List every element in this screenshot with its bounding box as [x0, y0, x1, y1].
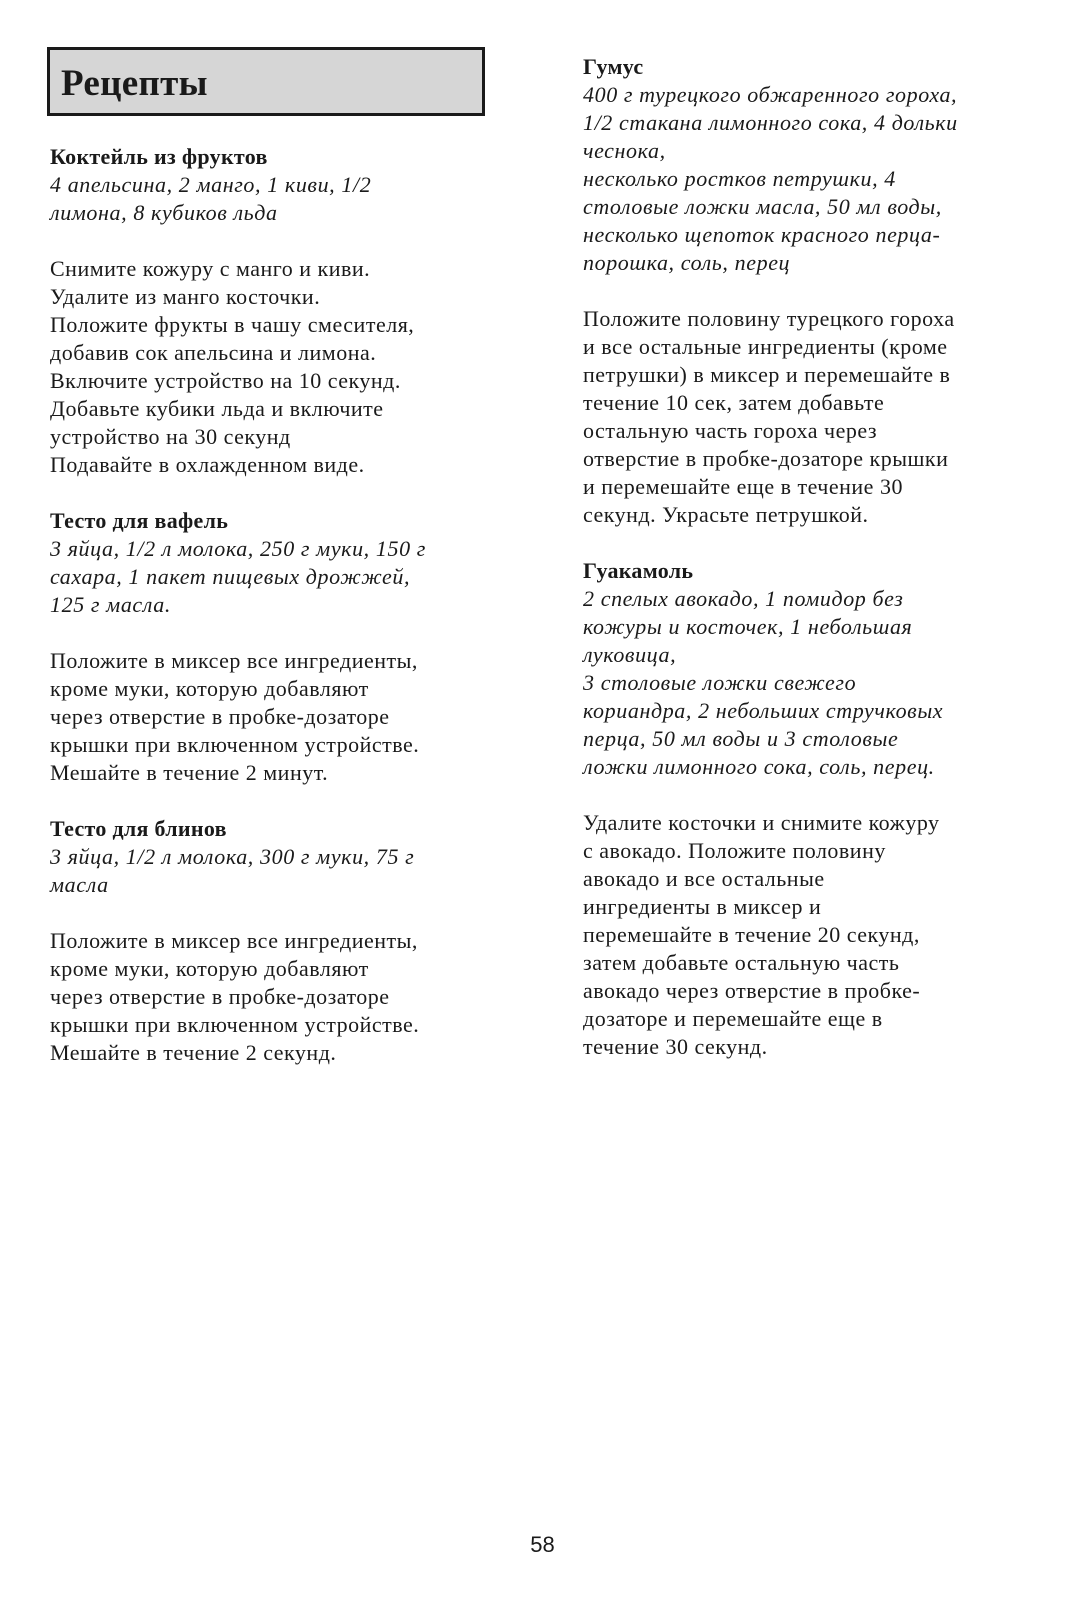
recipe-pancake-dough: [50, 815, 510, 1067]
recipe-guacamole: [583, 557, 1043, 1061]
recipe-method: Удалите косточки и снимите кожуру с авокадо. Положите половину авокадо и все остальные ингредиенты в миксер и перемешайте в течение 20 секунд, затем добавьте остальную часть авокадо через отверстие в пробке- дозаторе и перемешайте еще в течение 30 секунд.: [583, 810, 940, 1059]
recipe-ingredients: 2 спелых авокадо, 1 помидор без кожуры и косточек, 1 небольшая луковица, 3 столовые ложки свежего кориандра, 2 небольших стручковых перца, 50 мл воды и 3 столовые ложки лимонного сока, соль, перец.: [583, 586, 944, 779]
page-title-box: [47, 47, 485, 116]
recipe-method: Положите в миксер все ингредиенты, кроме муки, которую добавляют через отверстие в пробке-дозаторе крышки при включенном устройстве. Мешайте в течение 2 минут.: [50, 648, 420, 785]
recipe-ingredients: 4 апельсина, 2 манго, 1 киви, 1/2 лимона, 8 кубиков льда: [50, 172, 372, 225]
page-title: Рецепты: [61, 63, 208, 104]
page-number: 58: [530, 1532, 555, 1557]
recipe-title: Тесто для вафель: [50, 508, 229, 533]
recipe-title: Коктейль из фруктов: [50, 144, 268, 169]
recipe-hummus: [583, 53, 1043, 529]
recipe-title: Тесто для блинов: [50, 816, 227, 841]
recipe-title: Гуакамоль: [583, 558, 694, 583]
recipe-fruit-cocktail: [50, 143, 510, 479]
right-column: [583, 53, 1043, 1089]
recipe-ingredients: 400 г турецкого обжаренного гороха, 1/2 стакана лимонного сока, 4 дольки чеснока, несколько ростков петрушки, 4 столовые ложки масла, 50 мл воды, несколько щепоток красного перца- порошка, соль, перец: [583, 82, 958, 275]
recipe-waffle-dough: [50, 507, 510, 787]
recipe-ingredients: 3 яйца, 1/2 л молока, 250 г муки, 150 г сахара, 1 пакет пищевых дрожжей, 125 г масла.: [50, 536, 426, 617]
recipe-method: Положите половину турецкого гороха и все остальные ингредиенты (кроме петрушки) в миксер и перемешайте в течение 10 сек, затем добавьте остальную часть гороха через отверстие в пробке-дозаторе крышки и перемешайте еще в течение 30 секунд. Украсьте петрушкой.: [583, 306, 955, 527]
recipe-title: Гумус: [583, 54, 644, 79]
recipe-method: Положите в миксер все ингредиенты, кроме муки, которую добавляют через отверстие в пробке-дозаторе крышки при включенном устройстве. Мешайте в течение 2 секунд.: [50, 928, 420, 1065]
recipe-method: Снимите кожуру с манго и киви. Удалите из манго косточки. Положите фрукты в чашу смесителя, добавив сок апельсина и лимона. Включите устройство на 10 секунд. Добавьте кубики льда и включите устройство на 30 секунд Подавайте в охлажденном виде.: [50, 256, 415, 477]
recipe-ingredients: 3 яйца, 1/2 л молока, 300 г муки, 75 г масла: [50, 844, 415, 897]
left-column: [50, 143, 510, 1095]
